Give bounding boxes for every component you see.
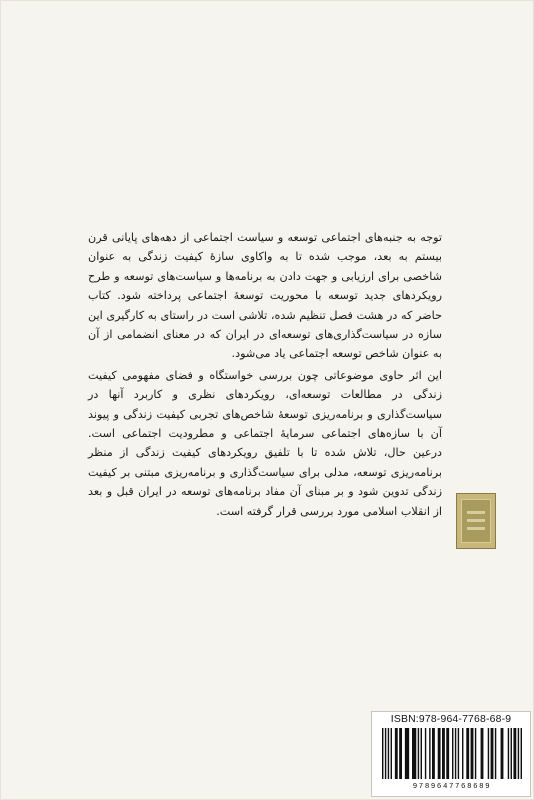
barcode-bars	[380, 728, 524, 790]
barcode-bar	[488, 728, 489, 779]
publisher-seal-icon	[456, 493, 496, 549]
barcode-bar	[425, 728, 426, 779]
barcode-bar	[388, 728, 389, 779]
barcode-bar	[513, 728, 516, 779]
barcode-bar	[405, 728, 409, 779]
barcode-bar	[382, 728, 383, 779]
blurb-paragraph: توجه به جنبه‌های اجتماعی توسعه و سیاست اجتماعی از دهه‌های پایانی قرن بیستم به بعد، موجب شده تا به واکاوی سازهٔ کیفیت زندگی به عنوان شاخصی برای ارزیابی و جهت دادن به برنامه‌ها و سیاست‌های توسعه و طرح رویکردهای جدید توسعه با محوریت توسعهٔ اجتماعی پرداخته شود. کتاب حاضر که در هشت فصل تنظیم شده، تلاشی است در راستای به کارگیری این سازه در سیاست‌گذاری‌های توسعه‌ای در ایران که در معنای انضمامی از آن به عنوان شاخص توسعه اجتماعی یاد می‌شود.	[88, 231, 442, 361]
barcode-bar	[495, 728, 496, 779]
barcode-bar	[438, 728, 441, 779]
barcode-bar	[501, 728, 504, 779]
barcode-bar	[462, 728, 463, 779]
barcode-bar	[508, 728, 509, 779]
barcode-bar	[442, 728, 445, 779]
barcode-bar	[475, 728, 476, 779]
barcode-bar	[491, 728, 494, 779]
barcode-digits: 9789647768689	[412, 783, 492, 790]
barcode-bar	[471, 728, 474, 779]
barcode-bar	[452, 728, 453, 779]
barcode-bar	[385, 728, 386, 779]
barcode-bar	[421, 728, 422, 779]
isbn-number: ISBN:978-964-7768-68-9	[390, 714, 512, 725]
barcode-label	[371, 711, 531, 797]
barcode-bar	[391, 728, 392, 779]
barcode-bar	[466, 728, 469, 779]
barcode-bar	[418, 728, 419, 779]
barcode-bar	[399, 728, 402, 779]
barcode-bar	[412, 728, 416, 779]
barcode-bar	[521, 728, 522, 779]
blurb-text	[88, 228, 442, 521]
seal-emblem	[461, 499, 491, 543]
blurb-paragraph: این اثر حاوی موضوعاتی چون بررسی خواستگاه و فضای مفهومی کیفیت زندگی در مطالعات توسعه‌ای، رویکردهای نظری و کاربرد آنها در سیاست‌گذاری و برنامه‌ریزی توسعهٔ شاخص‌های تجربی کیفیت زندگی و پیوند آن با سازه‌های اجتماعی سرمایهٔ اجتماعی و مطرودیت اجتماعی است. درعین حال، تلاش شده تا با تلفیق رویکردهای کیفیت زندگی از منظر برنامه‌ریزی توسعه، مدلی برای سیاست‌گذاری و برنامه‌ریزی مبتنی بر کیفیت زندگی تدوین شود و بر مبنای آن مفاد برنامه‌های توسعه در ایران قبل و بعد از انقلاب اسلامی مورد بررسی قرار گرفته است.	[88, 368, 442, 518]
barcode-bar	[518, 728, 519, 779]
barcode-bar	[429, 728, 430, 779]
barcode-bar	[511, 728, 512, 779]
barcode-bar	[446, 728, 449, 779]
barcode-bar	[481, 728, 484, 779]
barcode-bar	[458, 728, 459, 779]
barcode-bar	[395, 728, 398, 779]
barcode-bar	[455, 728, 456, 779]
barcode-bar	[432, 728, 435, 779]
